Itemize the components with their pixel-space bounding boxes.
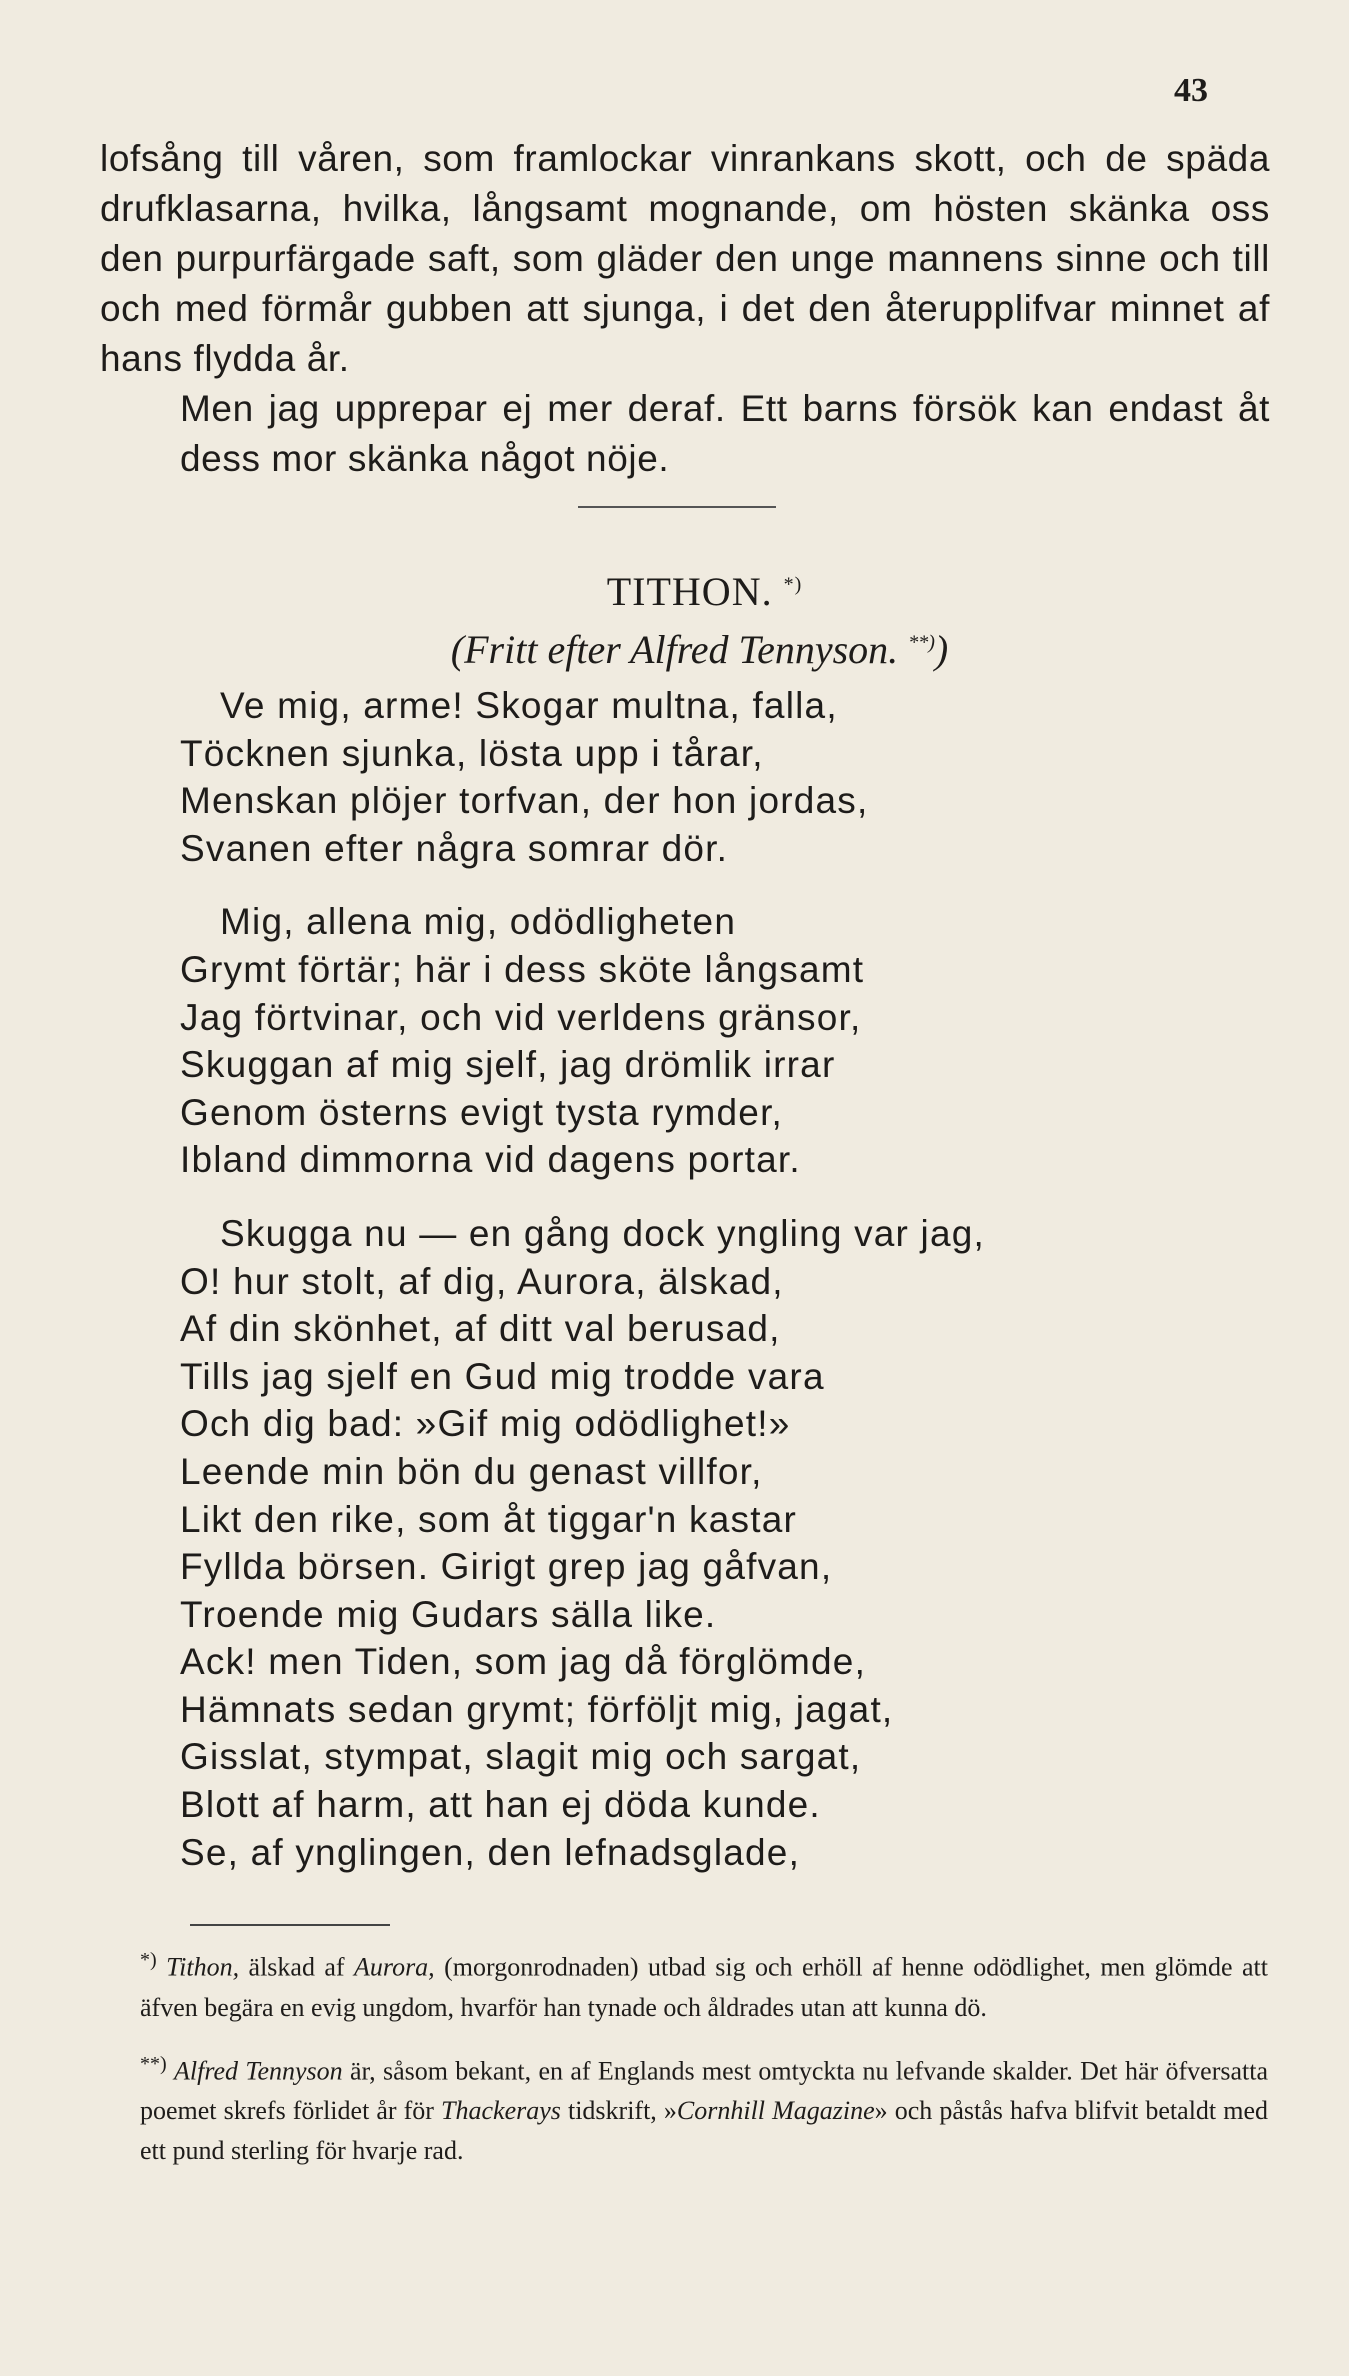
poem-line: Skuggan af mig sjelf, jag drömlik irrar: [180, 1044, 836, 1086]
section-divider: [578, 506, 776, 508]
poem-line: Genom österns evigt tysta rymder,: [180, 1091, 784, 1133]
poem-line: Tills jag sjelf en Gud mig trodde vara: [180, 1355, 825, 1397]
poem-line: Se, af ynglingen, den lefnadsglade,: [180, 1831, 801, 1873]
prose-paragraph: Men jag upprepar ej mer deraf. Ett barns försök kan endast åt dess mor skänka något nöje.: [180, 388, 1270, 479]
poem-line: Grymt förtär; här i dess sköte långsamt: [180, 948, 865, 990]
footnote-mark: **): [140, 2052, 167, 2075]
poem-line: Töcknen sjunka, lösta upp i tårar,: [180, 732, 764, 774]
footnote-text: tidskrift, »: [560, 2096, 677, 2126]
poem-line: Svanen efter några somrar dör.: [180, 827, 729, 869]
prose-paragraph: lofsång till våren, som framlockar vinrankans skott, och de späda drufklasarna, hvilka, långsamt mognande, om hösten skänka oss den purpurfärgade saft, som gläder den unge mannens sinne och till och med förmår gubben att sjunga, i det den återupplifvar minnet af hans flydda år.: [100, 138, 1270, 379]
footnote-text: är, såsom bekant, en af Englands mest omtyckta nu lefvande skalder. Det här öfversatta poemet skrefs förlidet år för: [140, 2056, 1269, 2126]
footnote-name: Tithon,: [166, 1952, 240, 1982]
footnotes: [96, 1940, 1268, 2187]
footnote: [96, 2044, 1268, 2172]
footnote-mark: *): [140, 1949, 157, 1971]
poem-line: Blott af harm, att han ej döda kunde.: [180, 1784, 821, 1826]
poem-line: Menskan plöjer torfvan, der hon jordas,: [180, 780, 869, 822]
prose-text: [100, 134, 1270, 484]
poem-line: O! hur stolt, af dig, Aurora, älskad,: [180, 1260, 784, 1302]
poem-line: Ibland dimmorna vid dagens portar.: [180, 1139, 801, 1181]
poem-line: Af din skönhet, af ditt val berusad,: [180, 1308, 781, 1350]
poem-title: [0, 568, 1349, 615]
poem-line: Fyllda börsen. Girigt grep jag gåfvan,: [180, 1546, 833, 1588]
page-number: 43: [1174, 72, 1208, 109]
footnote-text: älskad af: [239, 1952, 355, 1982]
poem-body: [180, 682, 1240, 1902]
poem-title-text: TITHON.: [606, 569, 773, 614]
poem-line: Jag förtvinar, och vid verldens gränsor,: [180, 996, 862, 1038]
poem-stanza: [180, 682, 1240, 872]
poem-line: Mig, allena mig, odödligheten: [220, 901, 737, 943]
poem-line: Likt den rike, som åt tiggar'n kastar: [180, 1498, 797, 1540]
poem-line: Troende mig Gudars sälla like.: [180, 1593, 717, 1635]
footnote-name: Aurora,: [354, 1952, 435, 1982]
poem-line: Ack! men Tiden, som jag då förglömde,: [180, 1641, 867, 1683]
poem-line: Skugga nu — en gång dock yngling var jag,: [220, 1212, 986, 1254]
footnote-name: Cornhill Magazine: [676, 2096, 875, 2126]
footnote-ref: *): [783, 573, 803, 596]
poem-subtitle: (Fritt efter Alfred Tennyson. **)): [450, 627, 949, 672]
poem-stanza: [180, 1210, 1240, 1876]
footnote-name: Alfred Tennyson: [174, 2056, 343, 2086]
poem-line: Hämnats sedan grymt; förföljt mig, jagat,: [180, 1688, 894, 1730]
poem-stanza: [180, 898, 1240, 1184]
poem-line: Gisslat, stympat, slagit mig och sargat,: [180, 1736, 862, 1778]
footnote-divider: [190, 1924, 390, 1926]
poem-subtitle-text: (Fritt efter Alfred Tennyson.: [450, 627, 899, 672]
poem-line: Leende min bön du genast villfor,: [180, 1450, 763, 1492]
footnote-ref: **): [908, 631, 935, 654]
poem-line: Ve mig, arme! Skogar multna, falla,: [220, 685, 838, 726]
poem-line: Och dig bad: »Gif mig odödlighet!»: [180, 1403, 791, 1445]
footnote-text: (morgonrodnaden) utbad sig och erhöll af henne odödlighet, men glömde att äfven begära en evig ungdom, hvarför han tynade och åldrades utan att kunna dö.: [140, 1952, 1268, 2022]
footnote-name: Thackerays: [441, 2096, 561, 2126]
footnote: [96, 1940, 1268, 2028]
footnote-text: » och påstås hafva blifvit betaldt med ett pund sterling för hvarje rad.: [140, 2096, 1268, 2166]
